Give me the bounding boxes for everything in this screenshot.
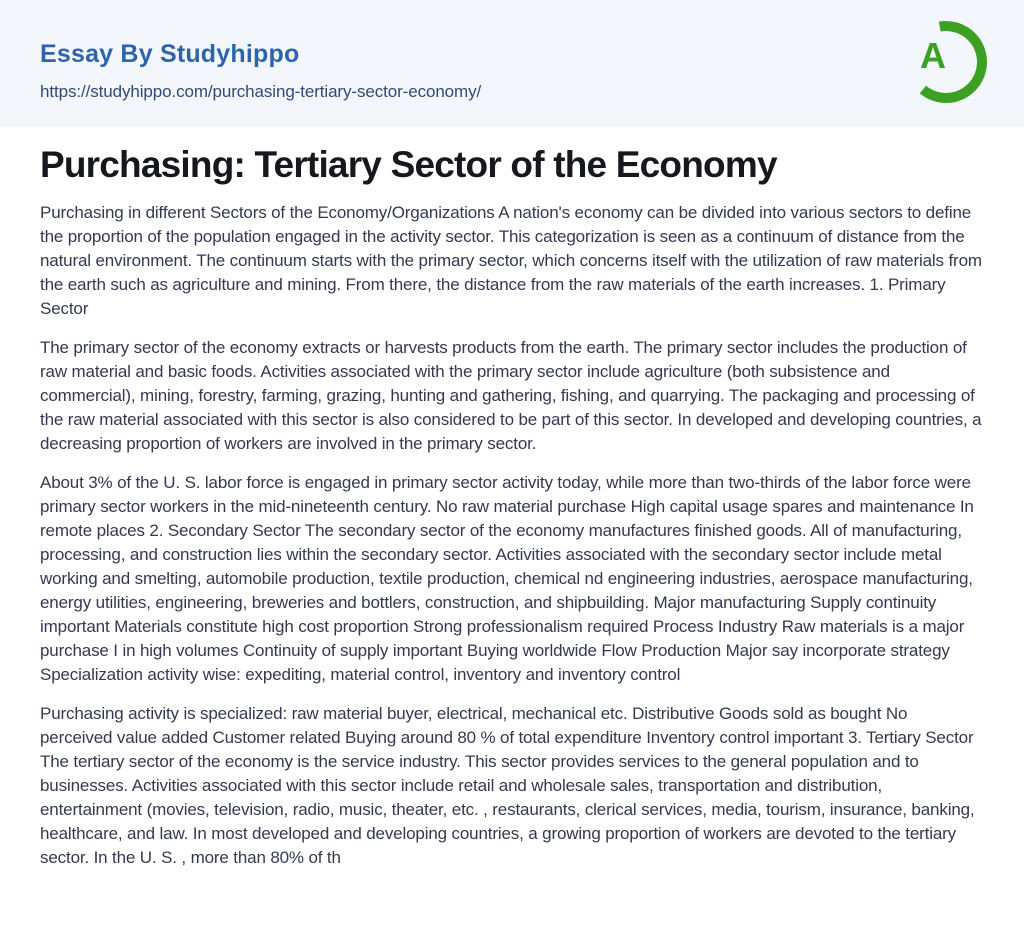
studyhippo-logo — [900, 16, 988, 108]
article-paragraph: Purchasing activity is specialized: raw material buyer, electrical, mechanical etc. Distributive Goods sold as bought No perceived value added Customer related Buying around 80 % of total expenditure Inventory control important 3. Tertiary Sector The tertiary sector of the economy is the service industry. This sector provides services to the general population and to businesses. Activities associated with this sector include retail and wholesale sales, transportation and distribution, entertainment (movies, television, radio, music, theater, etc. , restaurants, clerical services, media, tourism, insurance, banking, healthcare, and law. In most developed and developing countries, a growing proportion of workers are devoted to the tertiary sector. In the U. S. , more than 80% of th — [40, 704, 975, 868]
source-url-link[interactable]: https://studyhippo.com/purchasing-tertiary-sector-economy/ — [40, 82, 482, 101]
logo-letter: A — [920, 35, 946, 76]
article-paragraph: About 3% of the U. S. labor force is engaged in primary sector activity today, while more than two-thirds of the labor force were primary sector workers in the mid-nineteenth century. No raw material purchase High capital usage spares and maintenance In remote places 2. Secondary Sector The secondary sector of the economy manufactures finished goods. All of manufacturing, processing, and construction lies within the secondary sector. Activities associated with the secondary sector include metal working and smelting, automobile production, textile production, chemical nd engineering industries, aerospace manufacturing, energy utilities, engineering, breweries and bottlers, construction, and shipbuilding. Major manufacturing Supply continuity important Materials constitute high cost proportion Strong professionalism required Process Industry Raw materials is a major purchase I in high volumes Continuity of supply important Buying worldwide Flow Production Major say incorporate strategy Specialization activity wise: expediting, material control, inventory and inventory control — [40, 473, 974, 685]
article-body — [40, 201, 984, 870]
logo-arc-icon — [900, 16, 988, 108]
page-header — [0, 0, 1024, 127]
article-title: Purchasing: Tertiary Sector of the Economy — [40, 144, 777, 185]
article-paragraph: The primary sector of the economy extracts or harvests products from the earth. The primary sector includes the production of raw material and basic foods. Activities associated with the primary sector include agriculture (both subsistence and commercial), mining, forestry, farming, grazing, hunting and gathering, fishing, and quarrying. The packaging and processing of the raw material associated with this sector is also considered to be part of this sector. In developed and developing countries, a decreasing proportion of workers are involved in the primary sector. — [40, 338, 982, 454]
article-container — [0, 127, 1024, 870]
site-title: Essay By Studyhippo — [40, 40, 300, 68]
article-paragraph: Purchasing in different Sectors of the Economy/Organizations A nation's economy can be divided into various sectors to define the proportion of the population engaged in the activity sector. This categorization is seen as a continuum of distance from the natural environment. The continuum starts with the primary sector, which concerns itself with the utilization of raw materials from the earth such as agriculture and mining. From there, the distance from the raw materials of the earth increases. 1. Primary Sector — [40, 203, 982, 319]
header-text-block — [40, 0, 481, 102]
